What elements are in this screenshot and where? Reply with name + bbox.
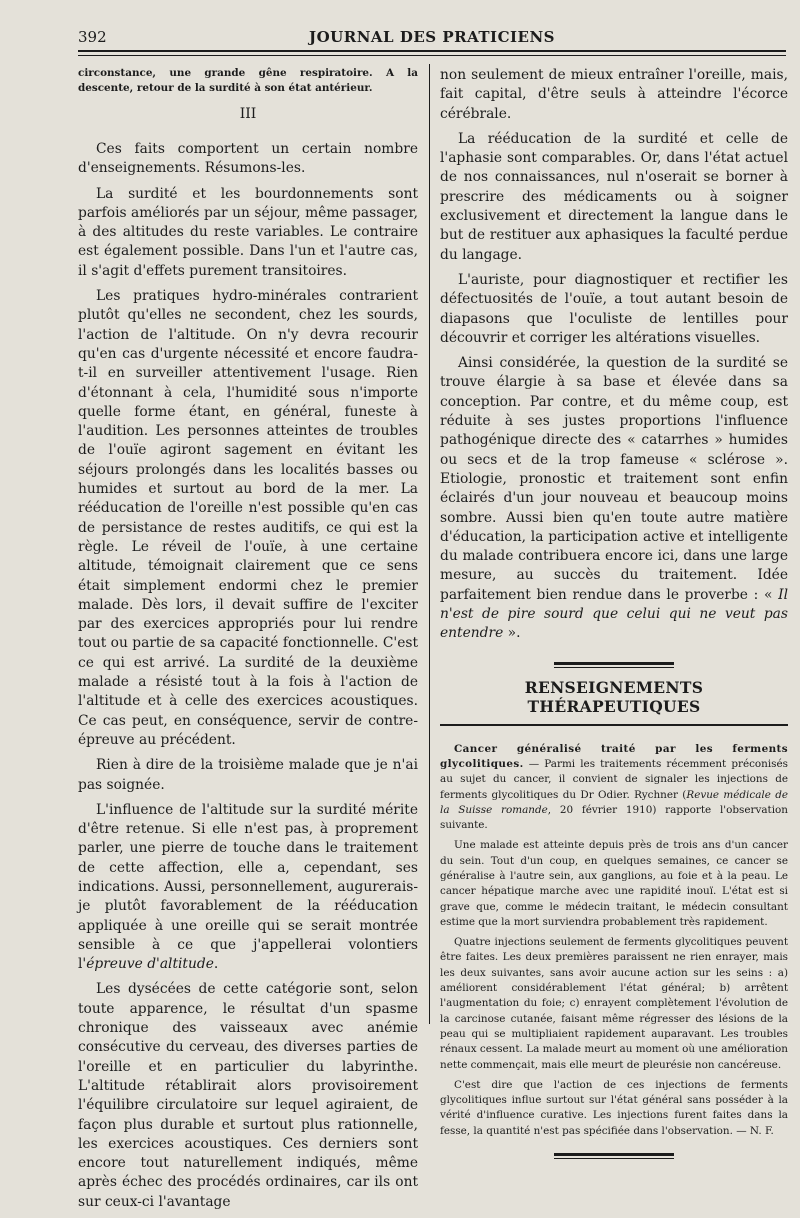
paragraph: L'auriste, pour diagnostiquer et rectifier les défectuosités de l'ouïe, a tout autant besoin de diapasons que l'oculiste de lentilles pour découvrir et corriger les altérations visuelles. <box>440 271 788 346</box>
paragraph: La surdité et les bourdonnements sont parfois améliorés par un séjour, même passager, à des altitudes du reste variables. Le contraire est également possible. Dans l'un et l'autre cas, il s'agit d'effets purement transitoires. <box>78 185 418 279</box>
article-paragraph <box>440 742 788 834</box>
text-run: — Parmi les traitements récemment préconisés au sujet du cancer, il convient de signaler les injections de ferments glycolitiques du Dr Odier. Rychner ( <box>440 757 788 801</box>
paragraph: La rééducation de la surdité et celle de l'aphasie sont comparables. Or, dans l'état actuel de nos connaissances, nul n'oserait se borner à prescrire des médicaments ou à soigner exclusivement et directement la langue dans le but de restituer aux aphasiques la faculté perdue du langage. <box>440 130 788 263</box>
text-run: . <box>213 956 219 973</box>
section-number: III <box>239 106 257 122</box>
header-rule-thin <box>78 55 786 56</box>
header-rule <box>78 50 786 52</box>
page-number: 392 <box>78 28 107 46</box>
column-divider <box>429 64 430 1024</box>
paragraph: Les pratiques hydro-minérales contrarient plutôt qu'elles ne secondent, chez les sourds, l'action de l'altitude. On n'y devra recourir qu'en cas d'urgente nécessité et encore faudra-t-il en surveiller attentivement l'usage. Rien d'étonnant à cela, l'humidité sous n'importe quelle forme étant, en général, funeste à l'audition. Les personnes atteintes de troubles de l'ouïe agiront sagement en évitant les séjours prolongés dans les localités basses ou humides et surtout au bord de la mer. La rééducation de l'oreille n'est possible qu'en cas de persistance de restes auditifs, ce qui est la règle. Le réveil de l'ouïe, à une certaine altitude, témoignait clairement que ce sens était simplement endormi chez le premier malade. Dès lors, il devait suffire de l'exciter par des exercices appropriés pour lui rendre tout ou partie de sa capacité fonctionnelle. C'est ce qui est arrivé. La surdité de la deuxième malade a résisté tout à la fois à l'action de l'altitude et à celle des exercices acoustiques. Ce cas peut, en conséquence, servir de contre-épreuve au précédent. <box>78 288 418 748</box>
article-paragraph: Quatre injections seulement de ferments glycolitiques peuvent être faites. Les deux premières paraissent ne rien enrayer, mais les deux suivantes, sans avoir aucune action sur les seins : a) améliorent considérablement l'état général; b) arrêtent l'augmentation du foie; c) enrayent complètement l'évolution de la carcinose cutanée, faisant même régresser des lésions de la peau qui se multipliaient rapidement auparavant. Les troubles rénaux cessent. La malade meurt au moment où une amélioration nette commençait, mais elle meurt de pleurésie non cancéreuse. <box>440 936 788 1071</box>
separator-ornament <box>554 662 674 668</box>
separator-ornament <box>554 1153 674 1159</box>
paragraph: Rien à dire de la troisième malade que je n'ai pas soignée. <box>78 757 418 793</box>
right-column <box>440 66 788 1161</box>
article-heading: Cancer généralisé traité par les ferments glycolitiques. <box>440 742 788 770</box>
section-title: RENSEIGNEMENTS THÉRAPEUTIQUES <box>524 677 704 716</box>
text-run: Ainsi considérée, la question de la surdité se trouve élargie à sa base et élevée dans sa conception. Par contre, et du même coup, est réduite à ses justes proportions l'influence pathogénique directe des « catarrhes » humides ou secs et de la trop fameuse « sclérose ». Etiologie, pronostic et traitement sont enfin éclairés d'un jour nouveau et beaucoup moins sombre. Aussi bien qu'en toute autre matière d'éducation, la participation active et intelligente du malade contribuera encore ici, dans une large mesure, au succès du traitement. Idée parfaitement bien rendue dans le proverbe : « <box>440 355 788 603</box>
paragraph: Ces faits comportent un certain nombre d'enseignements. Résumons-les. <box>78 141 418 177</box>
intro-paragraph: circonstance, une grande gêne respiratoire. A la descente, retour de la surdité à son état antérieur. <box>78 67 418 94</box>
article-paragraph: Une malade est atteinte depuis près de trois ans d'un cancer du sein. Tout d'un coup, en quelques semaines, ce cancer se généralise à l'autre sein, aux ganglions, au foie et à la peau. Le cancer hépatique marche avec une rapidité inouï. L'état est si grave que, comme le médecin traitant, le médecin consultant estime que la mort surviendra probablement très rapidement. <box>440 839 788 928</box>
page-header <box>78 28 786 52</box>
paragraph <box>440 354 788 643</box>
article-paragraph: C'est dire que l'action de ces injections de ferments glycolitiques influe surtout sur l'état général sans posséder à la vérité d'influence curative. Les injections furent faites dans la fesse, la quantité n'est pas spécifiée dans l'observation. — N. F. <box>440 1078 788 1137</box>
text-run: , 20 février 1910) rapporte l'observation suivante. <box>440 803 788 832</box>
paragraph: non seulement de mieux entraîner l'oreille, mais, fait capital, d'être seuls à atteindre l'écorce cérébrale. <box>440 67 788 122</box>
citation: Revue médicale de la Suisse romande <box>440 788 788 816</box>
journal-title: JOURNAL DES PRATICIENS <box>309 28 555 46</box>
proverb: Il n'est de pire sourd que celui qui ne veut pas entendre <box>440 586 788 642</box>
emphasis: épreuve d'altitude <box>86 956 214 973</box>
paragraph <box>78 801 418 975</box>
section-rule <box>440 724 788 726</box>
left-column <box>78 66 418 1218</box>
text-run: L'influence de l'altitude sur la surdité mérite d'être retenue. Si elle n'est pas, à proprement parler, une pierre de touche dans le traitement de cette affection, elle a, cependant, ses indications. Aussi, personnellement, augurerais-je plutôt favorablement de la rééducation appliquée à une oreille qui se serait montrée sensible à ce que j'appellerai volontiers l' <box>78 801 418 973</box>
text-run: ». <box>503 625 521 642</box>
paragraph: Les dysécées de cette catégorie sont, selon toute apparence, le résultat d'un spasme chronique des vaisseaux avec anémie consécutive du cerveau, des diverses parties de l'oreille et en particulier du labyrinthe. L'altitude rétablirait alors provisoirement l'équilibre circulatoire sur lequel agiraient, de façon plus durable et surtout plus rationnelle, les exercices acoustiques. Ces derniers sont encore tout naturellement indiqués, même après échec des procédés ordinaires, car ils ont sur ceux-ci l'avantage <box>78 981 418 1210</box>
